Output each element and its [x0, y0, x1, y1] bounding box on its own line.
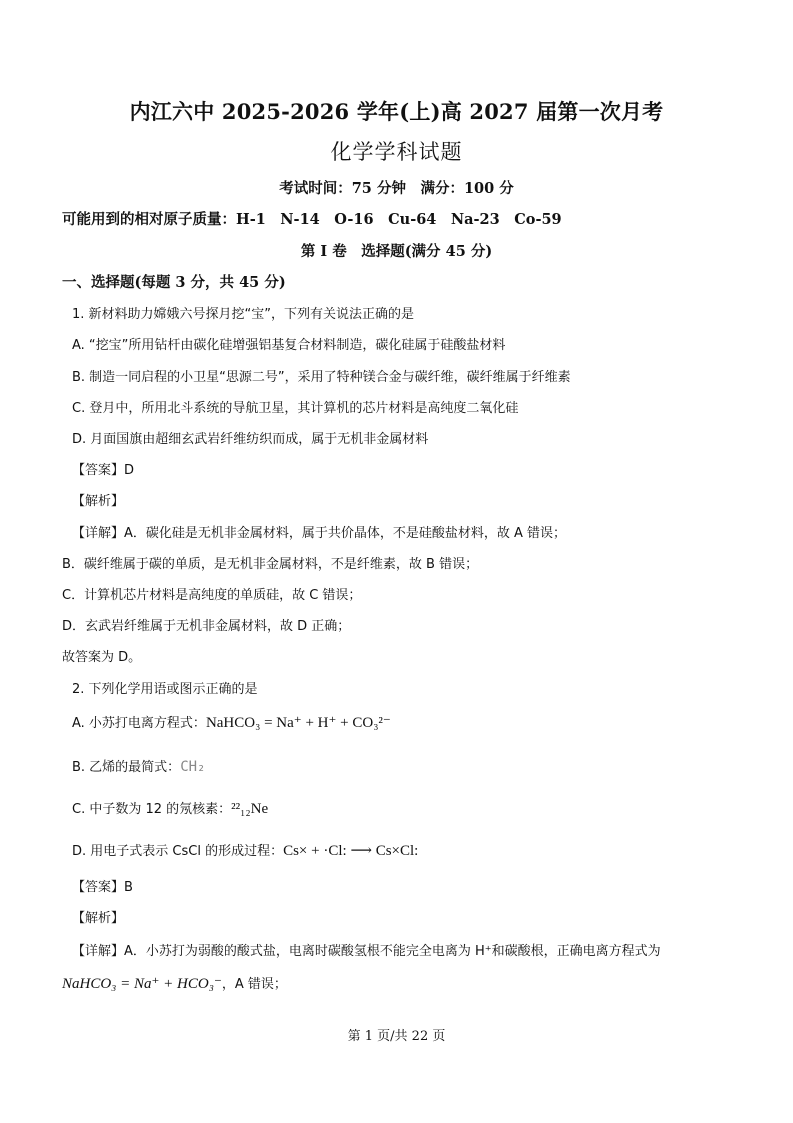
q2-option-a-label: A. 小苏打电离方程式： [72, 716, 206, 731]
section-title: 第 I 卷 选择题(满分 45 分) [300, 243, 493, 260]
q2-option-c-label: C. 中子数为 12 的氖核素： [72, 802, 232, 817]
q2-option-d-formula: Cs× + ·Cl: ⟶ Cs×Cl: [283, 843, 419, 859]
q1-option-d: D. 月面国旗由超细玄武岩纤维纺织而成，属于无机非金属材料 [72, 432, 429, 447]
q2-option-b [72, 756, 205, 775]
exam-subtitle: 化学学科试题 [330, 140, 463, 164]
q2-option-b-formula: CH₂ [180, 759, 206, 775]
q1-detail-b: B．碳纤维属于碳的单质，是无机非金属材料，不是纤维素，故 B 错误； [62, 557, 479, 572]
q1-detail-c: C．计算机芯片材料是高纯度的单质硅，故 C 错误； [62, 588, 362, 603]
q2-option-c [72, 798, 268, 818]
atomic-masses: 可能用到的相对原子质量：H-1 N-14 O-16 Cu-64 Na-23 Co-59 [62, 211, 562, 228]
q2-answer: 【答案】B [72, 880, 133, 895]
q1-option-a: A. “挖宝”所用钻杆由碳化硅增强铝基复合材料制造，碳化硅属于硅酸盐材料 [72, 338, 506, 353]
exam-title: 内江六中 2025-2026 学年(上)高 2027 届第一次月考 [129, 99, 664, 124]
q2-detail-a-tail: ，A 错误； [221, 977, 287, 992]
q1-conclusion: 故答案为 D。 [62, 650, 142, 665]
q2-analysis-label: 【解析】 [72, 911, 125, 926]
q2-option-d [72, 840, 418, 860]
q2-option-b-label: B. 乙烯的最简式： [72, 760, 181, 775]
q1-option-b: B. 制造一同启程的小卫星“思源二号”，采用了特种镁合金与碳纤维，碳纤维属于纤维素 [72, 370, 571, 385]
q1-answer: 【答案】D [72, 463, 135, 478]
q2-option-c-formula: ²²₁₂Ne [231, 801, 269, 817]
q2-detail-a-formula: NaHCO₃ = Na⁺ + HCO₃⁻ [62, 976, 222, 992]
page-footer: 第 1 页/共 22 页 [347, 1029, 446, 1044]
part1-heading: 一、选择题(每题 3 分，共 45 分) [62, 274, 286, 291]
q2-detail-a-line1: 【详解】A．小苏打为弱酸的酸式盐，电离时碳酸氢根不能完全电离为 H⁺和碳酸根，正确电离方程式为 [72, 944, 661, 959]
q2-detail-a-line2 [62, 973, 287, 993]
q1-option-c: C. 登月中，所用北斗系统的导航卫星，其计算机的芯片材料是高纯度二氧化硅 [72, 401, 519, 416]
q2-stem: 2. 下列化学用语或图示正确的是 [72, 682, 258, 697]
q2-option-d-label: D. 用电子式表示 CsCl 的形成过程： [72, 844, 284, 859]
q2-option-a [72, 712, 391, 732]
q1-analysis-label: 【解析】 [72, 494, 125, 509]
exam-info: 考试时间：75 分钟 满分：100 分 [279, 180, 514, 197]
q1-stem: 1. 新材料助力嫦娥六号探月挖“宝”，下列有关说法正确的是 [72, 307, 415, 322]
q1-detail-d: D．玄武岩纤维属于无机非金属材料，故 D 正确； [62, 619, 351, 634]
q2-option-a-formula: NaHCO₃ = Na⁺ + H⁺ + CO₃²⁻ [205, 715, 391, 731]
q1-detail-a: 【详解】A．碳化硅是无机非金属材料，属于共价晶体，不是硅酸盐材料，故 A 错误； [72, 526, 567, 541]
